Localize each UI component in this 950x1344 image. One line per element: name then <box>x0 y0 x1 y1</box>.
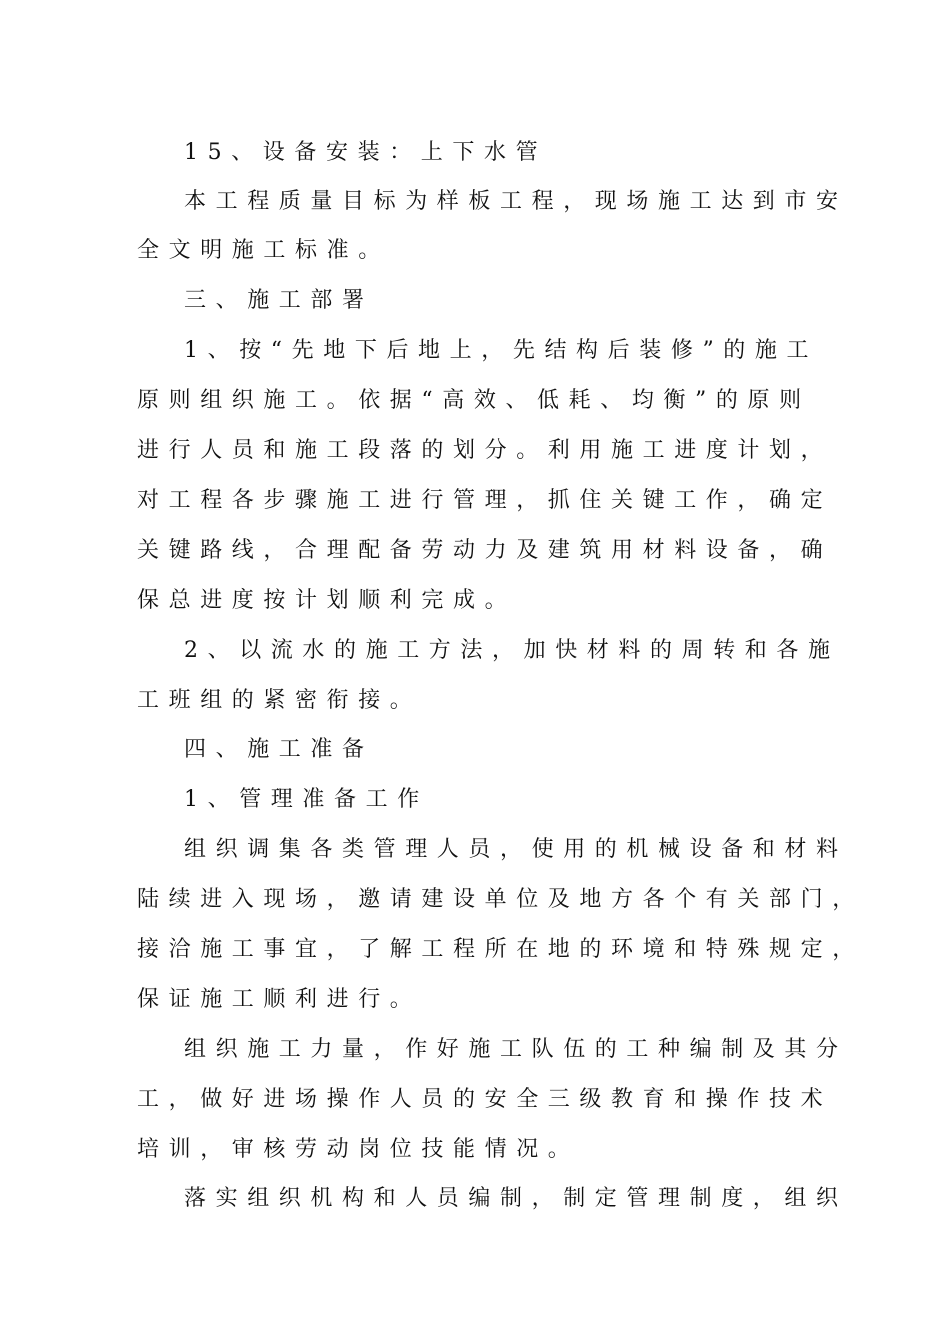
paragraph-line: 原则组织施工。依据“高效、低耗、均衡”的原则 <box>137 388 811 413</box>
paragraph-line: 陆续进入现场，邀请建设单位及地方各个有关部门， <box>137 887 864 912</box>
heading-equipment-install: 15、设备安装：上下水管 <box>184 140 548 165</box>
paragraph-line: 培训，审核劳动岗位技能情况。 <box>137 1137 580 1162</box>
paragraph-line: 本工程质量目标为样板工程，现场施工达到市安 <box>184 189 848 214</box>
paragraph-line: 1、按“先地下后地上，先结构后装修”的施工 <box>184 338 819 363</box>
paragraph-line: 组织施工力量，作好施工队伍的工种编制及其分 <box>184 1037 848 1062</box>
paragraph-line: 2、以流水的施工方法，加快材料的周转和各施 <box>184 638 840 663</box>
paragraph-line: 对工程各步骤施工进行管理，抓住关键工作，确定 <box>137 488 833 513</box>
paragraph-line: 保总进度按计划顺利完成。 <box>137 588 517 613</box>
paragraph-line: 接洽施工事宜，了解工程所在地的环境和特殊规定， <box>137 937 864 962</box>
paragraph-line: 落实组织机构和人员编制，制定管理制度，组织 <box>184 1186 848 1211</box>
section-heading-preparation: 四、施工准备 <box>184 737 374 762</box>
paragraph-line: 保证施工顺利进行。 <box>137 987 422 1012</box>
paragraph-line: 工班组的紧密衔接。 <box>137 688 422 713</box>
paragraph-line: 工，做好进场操作人员的安全三级教育和操作技术 <box>137 1087 833 1112</box>
section-heading-deployment: 三、施工部署 <box>184 288 374 313</box>
subheading-management-prep: 1、管理准备工作 <box>184 787 429 812</box>
paragraph-line: 关键路线，合理配备劳动力及建筑用材料设备，确 <box>137 538 833 563</box>
paragraph-line: 进行人员和施工段落的划分。利用施工进度计划， <box>137 438 833 463</box>
paragraph-line: 全文明施工标准。 <box>137 238 390 263</box>
paragraph-line: 组织调集各类管理人员，使用的机械设备和材料 <box>184 837 848 862</box>
